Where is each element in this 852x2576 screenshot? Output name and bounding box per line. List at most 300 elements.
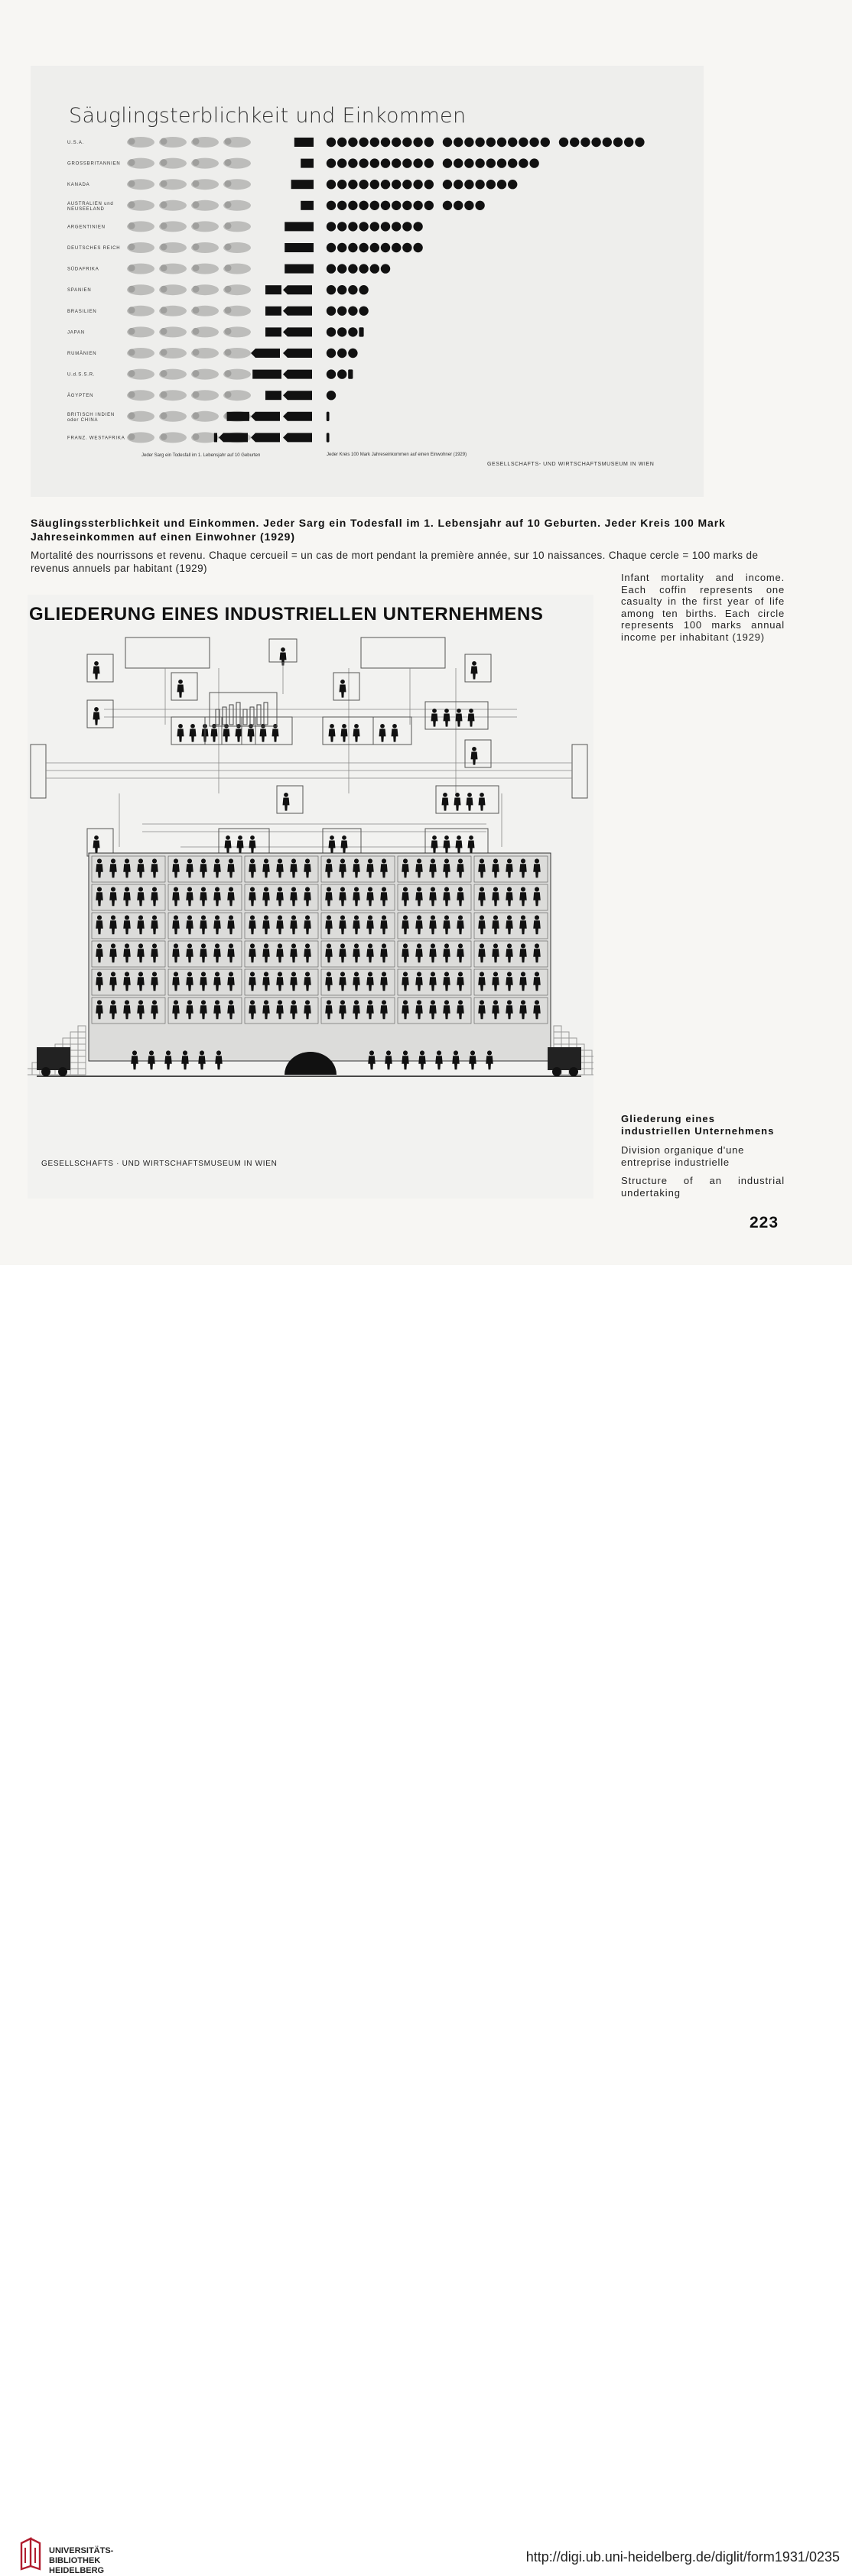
- income-circle-mark: [337, 349, 346, 358]
- truck-wheel-icon: [58, 1067, 67, 1076]
- income-circle-mark: [454, 180, 463, 189]
- factory-worker-icon: [521, 1000, 525, 1004]
- department-box: [87, 829, 113, 856]
- factory-worker-icon: [187, 858, 192, 863]
- factory-worker-icon: [152, 858, 157, 863]
- factory-worker-icon: [368, 972, 372, 976]
- statistics-bar-icon: [250, 707, 254, 725]
- baby-head-icon: [193, 222, 200, 229]
- baby-head-icon: [225, 159, 232, 166]
- baby-head-icon: [161, 349, 167, 356]
- income-circle-mark: [486, 138, 496, 147]
- factory-worker-icon: [174, 887, 178, 891]
- baby-head-icon: [193, 138, 200, 145]
- income-circle-mark: [402, 158, 411, 167]
- factory-worker-icon: [111, 1000, 115, 1004]
- income-partial-mark: [327, 412, 330, 421]
- truck-right-icon: [548, 1047, 581, 1070]
- factory-worker-icon: [264, 972, 268, 976]
- clerk-figure-icon: [94, 835, 99, 840]
- country-label: JAPAN: [67, 330, 85, 336]
- clerk-figure-icon: [249, 841, 256, 854]
- factory-worker-icon: [174, 943, 178, 948]
- factory-worker-icon: [431, 887, 435, 891]
- factory-worker-icon: [431, 1000, 435, 1004]
- department-box: [171, 673, 197, 700]
- truck-wheel-icon: [41, 1067, 50, 1076]
- clerk-figure-icon: [444, 841, 450, 854]
- country-label: NEUSEELAND: [67, 206, 105, 212]
- income-circle-mark: [424, 180, 434, 189]
- income-circle-mark: [348, 158, 357, 167]
- factory-worker-icon: [264, 943, 268, 948]
- country-label: DEUTSCHES REICH: [67, 246, 121, 251]
- income-circle-mark: [327, 264, 336, 273]
- baby-head-icon: [128, 307, 135, 313]
- baby-head-icon: [161, 264, 167, 271]
- clerk-figure-icon: [177, 729, 184, 742]
- baby-head-icon: [161, 201, 167, 208]
- brick-pile: [70, 1056, 78, 1063]
- factory-worker-icon: [444, 1000, 449, 1004]
- factory-worker-icon: [201, 1000, 206, 1004]
- factory-worker-icon: [327, 972, 331, 976]
- baby-head-icon: [225, 307, 232, 313]
- factory-worker-icon: [111, 887, 115, 891]
- factory-worker-icon: [125, 1000, 129, 1004]
- factory-worker-icon: [507, 972, 512, 976]
- baby-head-icon: [161, 370, 167, 377]
- factory-worker-icon: [215, 943, 220, 948]
- clerk-figure-icon: [455, 793, 460, 797]
- factory-worker-icon: [354, 1000, 359, 1004]
- factory-worker-icon: [480, 858, 484, 863]
- factory-worker-icon: [340, 972, 345, 976]
- laborer-figure-icon: [386, 1050, 391, 1055]
- factory-worker-icon: [97, 858, 102, 863]
- factory-worker-icon: [340, 1000, 345, 1004]
- clerk-figure-icon: [330, 835, 334, 840]
- brick-pile: [592, 1063, 593, 1069]
- factory-worker-icon: [111, 915, 115, 920]
- factory-worker-icon: [521, 972, 525, 976]
- income-circle-mark: [359, 180, 368, 189]
- side-office-box: [572, 745, 587, 798]
- factory-worker-icon: [493, 943, 498, 948]
- factory-worker-icon: [201, 858, 206, 863]
- income-circle-mark: [327, 391, 336, 400]
- brick-pile: [554, 1038, 561, 1044]
- factory-worker-icon: [264, 915, 268, 920]
- country-label: SPANIEN: [67, 288, 92, 294]
- income-circle-mark: [454, 201, 463, 210]
- clerk-figure-icon: [444, 714, 450, 727]
- factory-worker-icon: [493, 1000, 498, 1004]
- clerk-figure-icon: [467, 793, 472, 797]
- coffin-fraction-mark: [301, 201, 314, 210]
- baby-head-icon: [161, 307, 167, 313]
- factory-worker-icon: [382, 887, 386, 891]
- factory-worker-icon: [125, 858, 129, 863]
- income-circle-mark: [486, 180, 496, 189]
- laborer-figure-icon: [418, 1056, 426, 1069]
- country-label: AUSTRALIEN und: [67, 201, 114, 206]
- clerk-figure-icon: [432, 835, 437, 840]
- brick-pile: [584, 1069, 592, 1075]
- side-office-box: [31, 745, 46, 798]
- income-circle-mark: [402, 180, 411, 189]
- income-partial-mark: [348, 369, 353, 378]
- factory-worker-icon: [368, 943, 372, 948]
- clerk-figure-icon: [178, 680, 183, 684]
- baby-head-icon: [193, 412, 200, 419]
- brick-pile: [70, 1044, 78, 1050]
- laborer-figure-icon: [469, 1056, 476, 1069]
- income-circle-mark: [580, 138, 590, 147]
- clerk-figure-icon: [178, 724, 183, 728]
- brick-pile: [78, 1032, 86, 1038]
- baby-head-icon: [128, 138, 135, 145]
- clerk-figure-icon: [330, 724, 334, 728]
- coffin-fraction-mark: [301, 159, 314, 168]
- income-circle-mark: [348, 349, 357, 358]
- factory-worker-icon: [444, 858, 449, 863]
- coffin-mark: [283, 412, 312, 421]
- factory-worker-icon: [97, 943, 102, 948]
- clerk-figure-icon: [225, 841, 232, 854]
- factory-worker-icon: [382, 915, 386, 920]
- factory-worker-icon: [229, 972, 233, 976]
- factory-worker-icon: [431, 972, 435, 976]
- clerk-figure-icon: [457, 709, 461, 713]
- income-circle-mark: [348, 180, 357, 189]
- factory-worker-icon: [521, 943, 525, 948]
- factory-worker-icon: [305, 887, 310, 891]
- country-label: SÜDAFRIKA: [67, 267, 99, 272]
- factory-worker-icon: [291, 887, 296, 891]
- baby-head-icon: [128, 159, 135, 166]
- factory-worker-icon: [250, 915, 255, 920]
- library-logo-icon: [18, 2535, 44, 2571]
- clerk-figure-icon: [468, 714, 475, 727]
- factory-worker-icon: [305, 972, 310, 976]
- income-circle-mark: [359, 285, 368, 294]
- factory-worker-icon: [493, 972, 498, 976]
- income-circle-mark: [381, 158, 390, 167]
- coffin-mark: [251, 433, 280, 442]
- institution-line-2: BIBLIOTHEK: [49, 2556, 101, 2565]
- clerk-figure-icon: [177, 685, 184, 698]
- industrial-structure-figure: [28, 595, 593, 1199]
- coffin-fraction-mark: [252, 370, 281, 379]
- brick-pile: [28, 1069, 32, 1075]
- factory-worker-icon: [431, 943, 435, 948]
- legend-circle: Jeder Kreis 100 Mark Jahreseinkommen auf einen Einwohner (1929): [327, 453, 467, 457]
- factory-worker-icon: [305, 915, 310, 920]
- income-circle-mark: [337, 369, 346, 378]
- income-circle-mark: [348, 243, 357, 252]
- factory-worker-icon: [291, 943, 296, 948]
- factory-worker-icon: [417, 972, 421, 976]
- brick-pile: [78, 1038, 86, 1044]
- clerk-figure-icon: [226, 835, 230, 840]
- clerk-figure-icon: [432, 709, 437, 713]
- clerk-figure-icon: [283, 798, 290, 811]
- clerk-figure-icon: [456, 841, 463, 854]
- factory-worker-icon: [305, 858, 310, 863]
- factory-worker-icon: [152, 943, 157, 948]
- management-box: [361, 638, 445, 668]
- country-label: ÄGYPTEN: [67, 394, 94, 399]
- clerk-figure-icon: [442, 798, 449, 811]
- factory-worker-icon: [340, 915, 345, 920]
- factory-worker-icon: [354, 915, 359, 920]
- country-label: BRASILIEN: [67, 309, 97, 314]
- income-circle-mark: [464, 138, 473, 147]
- laborer-figure-icon: [183, 1050, 187, 1055]
- income-circle-mark: [475, 158, 484, 167]
- income-circle-mark: [486, 158, 496, 167]
- brick-pile: [70, 1038, 78, 1044]
- statistics-bar-icon: [264, 702, 268, 725]
- org-diagram: [28, 595, 593, 1199]
- factory-worker-icon: [215, 858, 220, 863]
- factory-worker-icon: [354, 858, 359, 863]
- income-circle-mark: [327, 180, 336, 189]
- clerk-figure-icon: [472, 747, 476, 751]
- income-circle-mark: [327, 285, 336, 294]
- factory-worker-icon: [174, 972, 178, 976]
- factory-worker-icon: [368, 1000, 372, 1004]
- country-label: KANADA: [67, 183, 90, 188]
- income-circle-mark: [402, 243, 411, 252]
- income-circle-mark: [370, 201, 379, 210]
- clerk-figure-icon: [248, 729, 255, 742]
- factory-worker-icon: [174, 858, 178, 863]
- clerk-figure-icon: [479, 798, 486, 811]
- brick-pile: [70, 1032, 78, 1038]
- baby-head-icon: [193, 328, 200, 335]
- factory-worker-icon: [535, 858, 539, 863]
- factory-worker-icon: [327, 887, 331, 891]
- baby-head-icon: [225, 138, 232, 145]
- factory-worker-icon: [97, 1000, 102, 1004]
- baby-head-icon: [193, 286, 200, 293]
- income-circle-mark: [337, 327, 346, 336]
- baby-head-icon: [225, 180, 232, 187]
- factory-worker-icon: [403, 943, 408, 948]
- income-circle-mark: [413, 158, 422, 167]
- income-partial-mark: [327, 433, 330, 442]
- clerk-figure-icon: [250, 835, 255, 840]
- clerk-figure-icon: [93, 667, 100, 680]
- factory-worker-icon: [229, 915, 233, 920]
- factory-worker-icon: [340, 858, 345, 863]
- clerk-figure-icon: [93, 712, 100, 725]
- factory-worker-icon: [278, 887, 282, 891]
- brick-pile: [554, 1026, 561, 1032]
- laborer-figure-icon: [166, 1050, 171, 1055]
- factory-worker-icon: [458, 1000, 463, 1004]
- factory-worker-icon: [138, 1000, 143, 1004]
- baby-head-icon: [128, 370, 135, 377]
- factory-worker-icon: [278, 1000, 282, 1004]
- country-label: FRANZ. WESTAFRIKA: [67, 436, 125, 441]
- income-circle-mark: [359, 158, 368, 167]
- income-circle-mark: [327, 307, 336, 316]
- baby-head-icon: [128, 201, 135, 208]
- income-circle-mark: [424, 158, 434, 167]
- income-circle-mark: [359, 222, 368, 231]
- income-circle-mark: [348, 264, 357, 273]
- factory-worker-icon: [535, 943, 539, 948]
- baby-head-icon: [193, 307, 200, 313]
- factory-worker-icon: [278, 858, 282, 863]
- income-circle-mark: [635, 138, 644, 147]
- coffin-mark: [283, 327, 312, 336]
- factory-worker-icon: [458, 915, 463, 920]
- coffin-mark: [283, 307, 312, 316]
- baby-head-icon: [161, 286, 167, 293]
- caption-french: Mortalité des nourrissons et revenu. Chaque cercueil = un cas de mort pendant la première année, sur 10 naissances. Chaque cercle = 100 marks de revenus annuels par habitant (1929): [31, 550, 759, 574]
- laborer-figure-icon: [454, 1050, 458, 1055]
- income-circle-mark: [392, 138, 401, 147]
- income-circle-mark: [337, 158, 346, 167]
- coffin-mark: [251, 412, 280, 421]
- coffin-fraction-mark: [294, 138, 314, 147]
- income-circle-mark: [402, 222, 411, 231]
- baby-head-icon: [225, 349, 232, 356]
- country-label: BRITISCH INDIEN: [67, 412, 115, 417]
- factory-worker-icon: [382, 943, 386, 948]
- income-circle-mark: [559, 138, 568, 147]
- income-circle-mark: [370, 264, 379, 273]
- brick-pile: [70, 1069, 78, 1075]
- brick-pile: [592, 1056, 593, 1063]
- department-box: [87, 700, 113, 728]
- factory-worker-icon: [174, 1000, 178, 1004]
- factory-worker-icon: [340, 943, 345, 948]
- income-circle-mark: [348, 307, 357, 316]
- laborer-figure-icon: [437, 1050, 441, 1055]
- baby-head-icon: [128, 286, 135, 293]
- institution-line-3: HEIDELBERG: [49, 2566, 105, 2575]
- factory-worker-icon: [111, 972, 115, 976]
- laborer-figure-icon: [470, 1050, 475, 1055]
- factory-worker-icon: [201, 887, 206, 891]
- factory-worker-icon: [291, 915, 296, 920]
- factory-worker-icon: [278, 943, 282, 948]
- income-circle-mark: [570, 138, 579, 147]
- country-label: RUMÄNIEN: [67, 352, 97, 356]
- factory-worker-icon: [201, 972, 206, 976]
- baby-head-icon: [161, 244, 167, 251]
- figure2-museum-credit: GESELLSCHAFTS · UND WIRTSCHAFTSMUSEUM IN WIEN: [41, 1160, 278, 1168]
- figure2-title: GLIEDERUNG EINES INDUSTRIELLEN UNTERNEHMENS: [29, 604, 544, 625]
- statistics-bar-icon: [229, 705, 233, 725]
- income-circle-mark: [392, 222, 401, 231]
- country-label: U.d.S.S.R.: [67, 372, 96, 378]
- factory-worker-icon: [431, 915, 435, 920]
- clerk-figure-icon: [237, 841, 244, 854]
- laborer-figure-icon: [487, 1050, 492, 1055]
- statistics-bar-icon: [223, 707, 226, 725]
- baby-head-icon: [193, 159, 200, 166]
- income-circle-mark: [327, 327, 336, 336]
- factory-worker-icon: [480, 943, 484, 948]
- factory-worker-icon: [458, 972, 463, 976]
- clerk-figure-icon: [284, 793, 288, 797]
- factory-worker-icon: [201, 943, 206, 948]
- factory-worker-icon: [250, 858, 255, 863]
- coffin-fraction-mark: [265, 307, 281, 316]
- brick-pile: [78, 1063, 86, 1069]
- factory-worker-icon: [97, 915, 102, 920]
- clerk-figure-icon: [469, 709, 473, 713]
- clerk-figure-icon: [341, 841, 348, 854]
- factory-worker-icon: [229, 858, 233, 863]
- factory-worker-icon: [187, 887, 192, 891]
- income-circle-mark: [529, 138, 538, 147]
- factory-worker-icon: [340, 887, 345, 891]
- factory-worker-icon: [417, 858, 421, 863]
- clerk-figure-icon: [468, 841, 475, 854]
- country-label: oder CHINA: [67, 417, 99, 423]
- income-circle-mark: [327, 222, 336, 231]
- clerk-figure-icon: [342, 724, 346, 728]
- factory-worker-icon: [521, 858, 525, 863]
- factory-worker-icon: [480, 887, 484, 891]
- management-box: [125, 638, 210, 668]
- baby-head-icon: [161, 433, 167, 440]
- clerk-figure-icon: [353, 729, 360, 742]
- laborer-figure-icon: [215, 1056, 223, 1069]
- factory-worker-icon: [229, 887, 233, 891]
- source-url-link[interactable]: http://digi.ub.uni-heidelberg.de/diglit/form1931/0235: [525, 2549, 840, 2565]
- clerk-figure-icon: [190, 729, 197, 742]
- income-circle-mark: [392, 158, 401, 167]
- director-icon: [281, 647, 285, 652]
- clerk-figure-icon: [223, 729, 230, 742]
- factory-worker-icon: [305, 1000, 310, 1004]
- factory-worker-icon: [229, 1000, 233, 1004]
- factory-worker-icon: [327, 943, 331, 948]
- income-circle-mark: [370, 243, 379, 252]
- factory-worker-icon: [264, 858, 268, 863]
- truck-left-icon: [37, 1047, 70, 1070]
- factory-worker-icon: [403, 887, 408, 891]
- brick-pile: [70, 1063, 78, 1069]
- income-circle-mark: [337, 138, 346, 147]
- income-circle-mark: [413, 201, 422, 210]
- factory-worker-icon: [417, 943, 421, 948]
- factory-worker-icon: [403, 1000, 408, 1004]
- factory-worker-icon: [97, 887, 102, 891]
- factory-worker-icon: [138, 858, 143, 863]
- factory-worker-icon: [278, 972, 282, 976]
- income-circle-mark: [613, 138, 623, 147]
- income-circle-mark: [337, 285, 346, 294]
- factory-worker-icon: [138, 943, 143, 948]
- baby-head-icon: [128, 391, 135, 398]
- baby-head-icon: [161, 412, 167, 419]
- income-circle-mark: [591, 138, 600, 147]
- factory-worker-icon: [187, 972, 192, 976]
- income-circle-mark: [424, 138, 434, 147]
- factory-worker-icon: [368, 915, 372, 920]
- income-circle-mark: [413, 222, 422, 231]
- page-number: 223: [750, 1214, 779, 1231]
